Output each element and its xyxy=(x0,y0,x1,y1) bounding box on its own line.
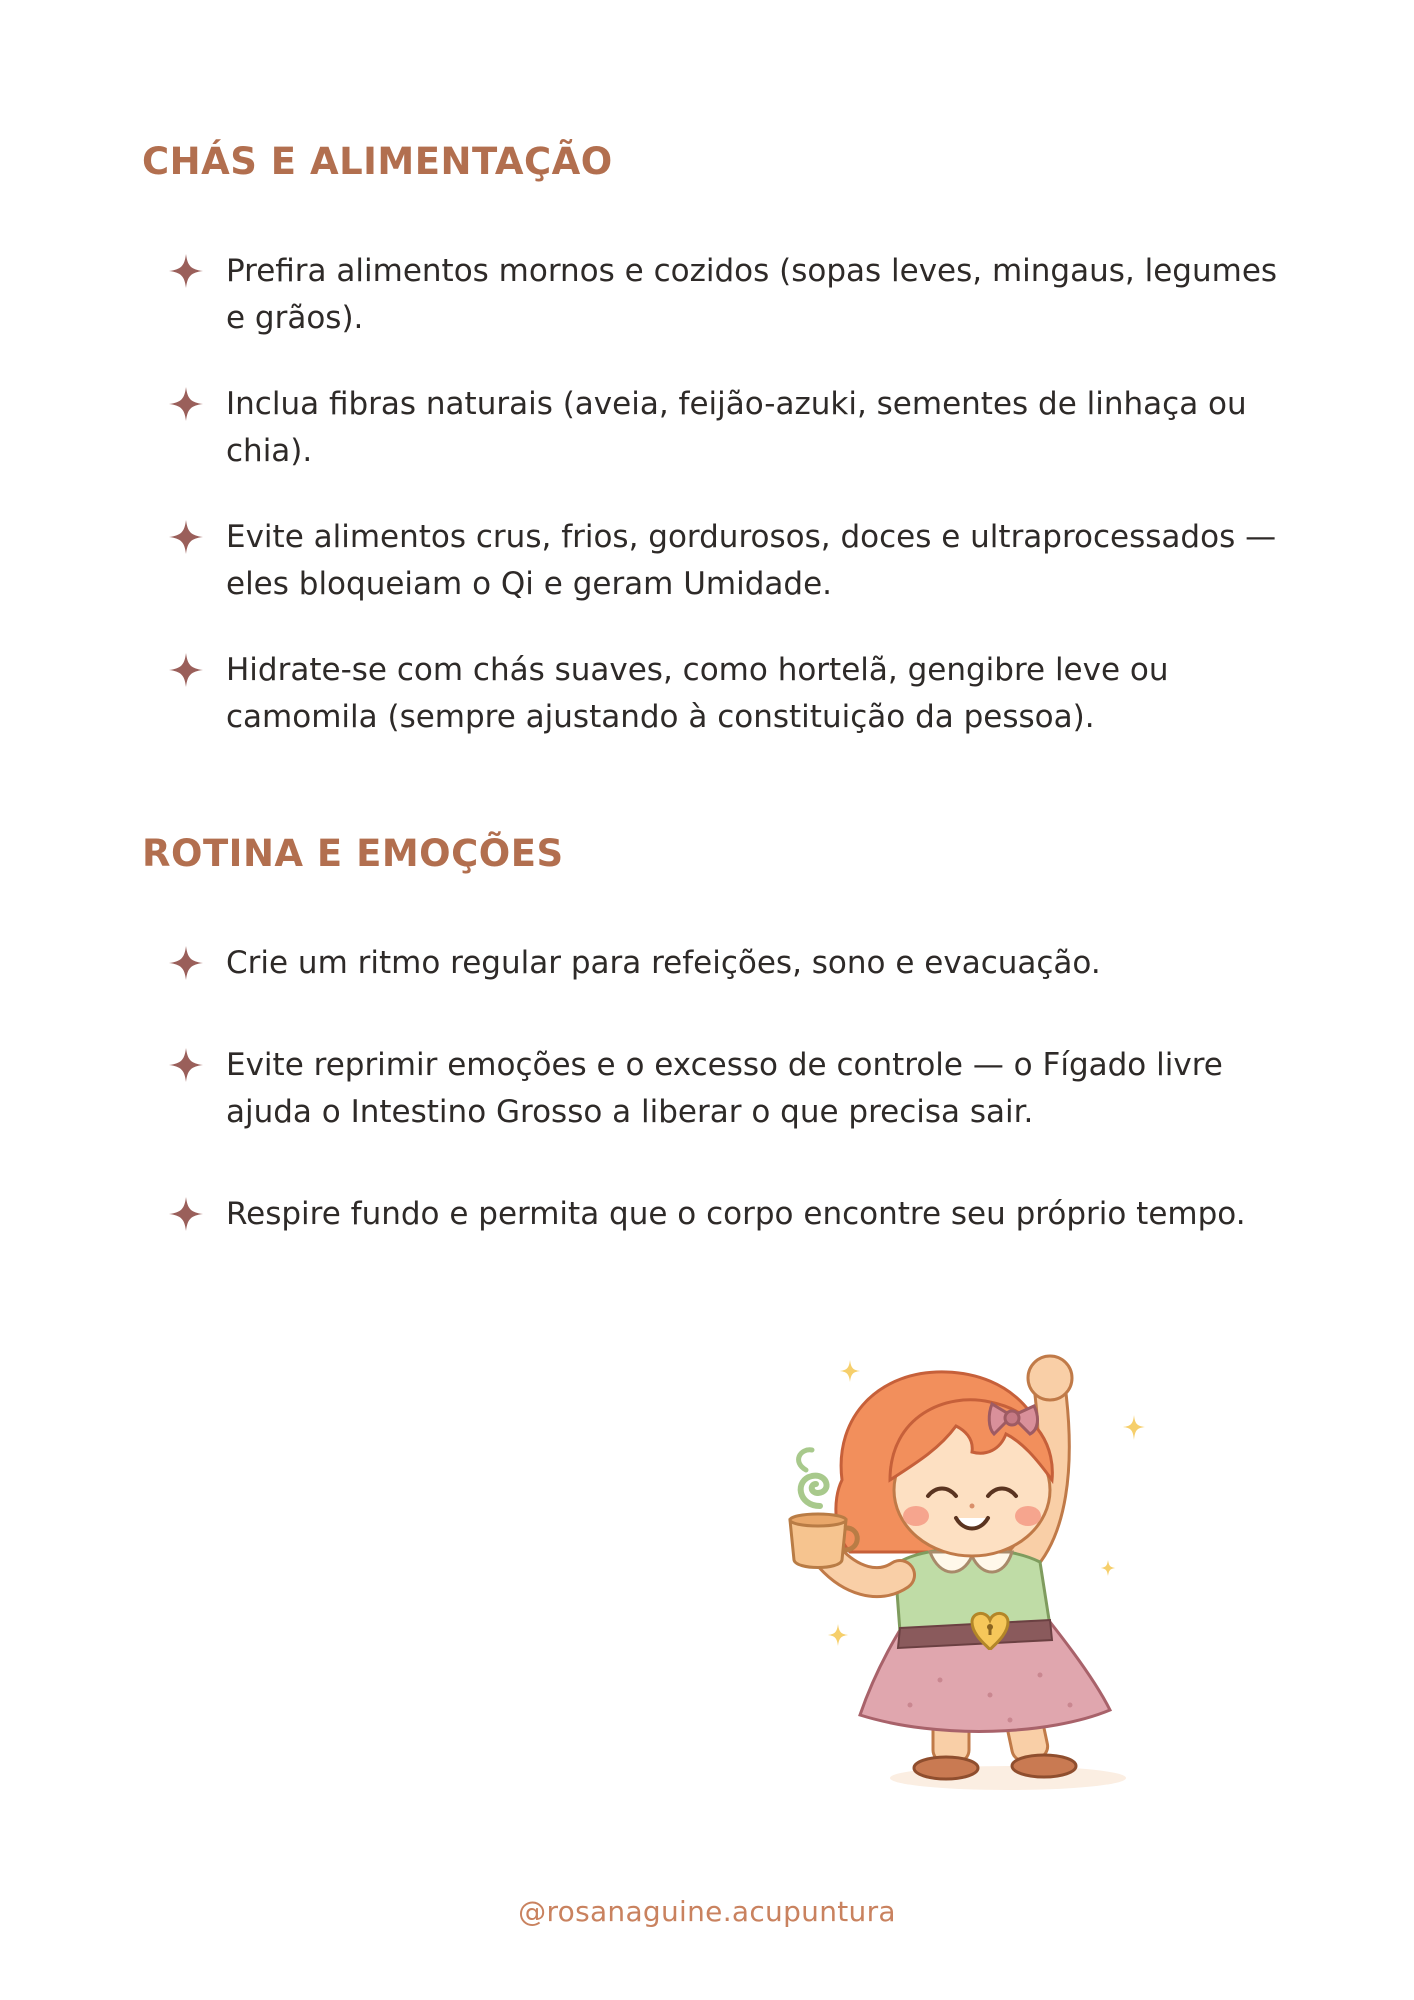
sparkle-icon xyxy=(840,1360,860,1382)
girl-with-tea-illustration xyxy=(750,1330,1170,1800)
list-item xyxy=(168,381,1278,475)
list-item xyxy=(168,1191,1278,1238)
footer-handle: @rosanaguine.acupuntura xyxy=(518,1895,896,1928)
four-point-star-icon xyxy=(168,1196,204,1232)
list-item xyxy=(168,514,1278,608)
sparkle-icon xyxy=(1123,1415,1145,1440)
list-item-text: Respire fundo e permita que o corpo encontre seu próprio tempo. xyxy=(226,1196,1246,1232)
list-item-text: Prefira alimentos mornos e cozidos (sopas leves, mingaus, legumes e grãos). xyxy=(226,253,1278,336)
four-point-star-icon xyxy=(168,1047,204,1083)
list-item xyxy=(168,248,1278,342)
tips-list-rotina xyxy=(168,940,1278,1293)
four-point-star-icon xyxy=(168,386,204,422)
list-item-text: Inclua fibras naturais (aveia, feijão-azuki, sementes de linhaça ou chia). xyxy=(226,386,1247,469)
sparkle-icon xyxy=(1101,1560,1115,1576)
list-item-text: Evite alimentos crus, frios, gordurosos, doces e ultraprocessados — eles bloqueiam o Qi e geram Umidade. xyxy=(226,519,1277,602)
list-item xyxy=(168,647,1278,741)
list-item-text: Evite reprimir emoções e o excesso de controle — o Fígado livre ajuda o Intestino Grosso a liberar o que precisa sair. xyxy=(226,1047,1223,1130)
four-point-star-icon xyxy=(168,519,204,555)
list-item-text: Hidrate-se com chás suaves, como hortelã, gengibre leve ou camomila (sempre ajustando à constituição da pessoa). xyxy=(226,652,1169,735)
section-title-chas: CHÁS E ALIMENTAÇÃO xyxy=(142,140,613,183)
list-item xyxy=(168,940,1278,987)
list-item-text: Crie um ritmo regular para refeições, sono e evacuação. xyxy=(226,945,1101,981)
four-point-star-icon xyxy=(168,253,204,289)
list-item xyxy=(168,1042,1278,1136)
section-title-rotina: ROTINA E EMOÇÕES xyxy=(142,832,564,875)
tips-list-chas xyxy=(168,248,1278,780)
four-point-star-icon xyxy=(168,945,204,981)
four-point-star-icon xyxy=(168,652,204,688)
sparkle-icon xyxy=(828,1624,848,1646)
